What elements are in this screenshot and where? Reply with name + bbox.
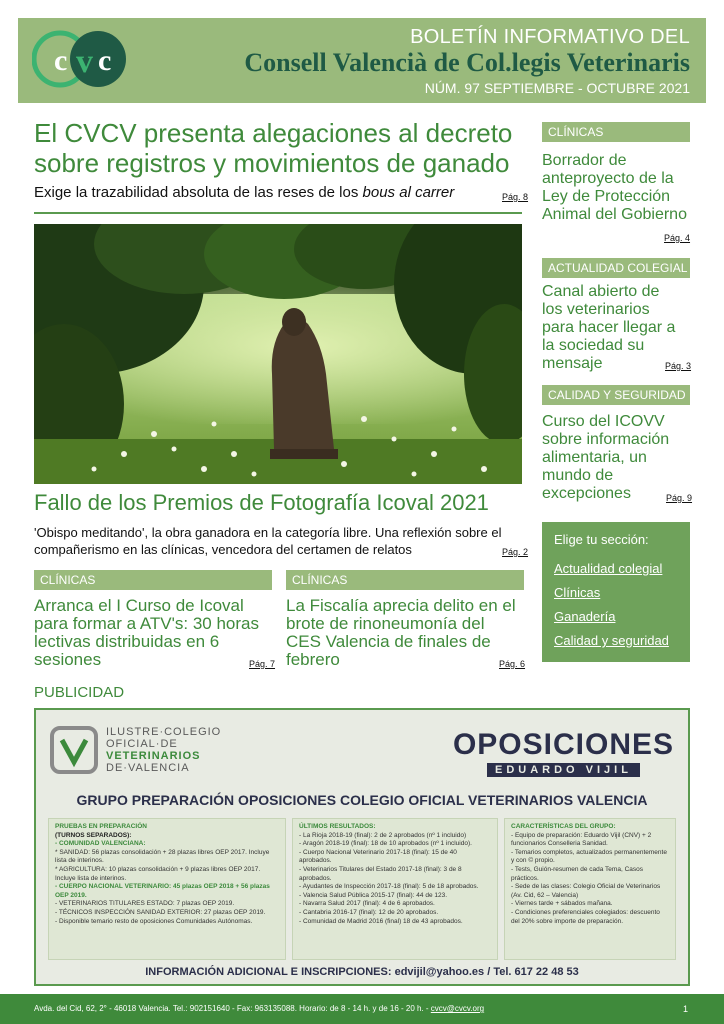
publicidad-label: PUBLICIDAD bbox=[34, 684, 125, 701]
divider bbox=[34, 212, 522, 214]
footer-email-link[interactable]: cvcv@cvcv.org bbox=[430, 1004, 485, 1013]
footer-address: Avda. del Cid, 62, 2° - 46018 Valencia. Tel.: 902151640 - Fax: 963135088. Horario: de 8 - 14 h. y de 16 - 20 h. - bbox=[34, 1004, 431, 1013]
svg-text:c: c bbox=[54, 44, 68, 77]
ad-group-title: GRUPO PREPARACIÓN OPOSICIONES COLEGIO OFICIAL VETERINARIOS VALENCIA bbox=[76, 792, 648, 808]
footer bbox=[0, 994, 724, 1024]
link-actualidad-colegial[interactable]: Actualidad colegial bbox=[554, 561, 663, 576]
svg-text:v: v bbox=[76, 43, 93, 80]
cvcv-logo bbox=[32, 28, 132, 90]
oposiciones-logo: OPOSICIONES EDUARDO VIJIL bbox=[452, 728, 674, 776]
main-headline[interactable]: El CVCV presenta alegaciones al decreto sobre registros y movimientos de ganado bbox=[34, 118, 513, 178]
ad-column-resultados: ÚLTIMOS RESULTADOS: - La Rioja 2018-19 (final): 2 de 2 aprobados (nº 1 incluido) - Aragón 2018-19 (final): 18 de 10 aprobados (nº 1 incluido). - Cuerpo Nacional Veterinario 2017-18 (final): 15 de 40 aprobados. - Veterinarios Titulares del Estado 2017-18 (final): 3 de 8 aprobados. - Ayudantes de Inspección 2017-18 (final): 5 de 18 aprobados. - Valencia Salud Pública 2015-17 (final): 44 de 123. - Navarra Salud 2017 (final): 4 de 6 aprobados. - Cantabria 2016-17 (final): 12 de 20 aprobados. - Comunidad de Madrid 2016 (final) 18 de 43 aprobados. bbox=[292, 818, 498, 960]
main-subhead: Exige la trazabilidad absoluta de las reses de los bous al carrer bbox=[34, 184, 455, 201]
sidebar-page-link[interactable]: Pág. 9 bbox=[666, 493, 693, 503]
masthead bbox=[18, 18, 706, 103]
photo-headline[interactable]: Fallo de los Premios de Fotografía Icoval 2021 bbox=[34, 490, 489, 515]
tag-clinicas: CLÍNICAS bbox=[542, 122, 690, 142]
small-article-headline[interactable]: Arranca el I Curso de Icoval para formar a ATV's: 30 horas lectivas distribuidas en 6 sesiones bbox=[34, 596, 259, 669]
advertisement[interactable] bbox=[34, 708, 690, 986]
photo-page-link[interactable]: Pág. 2 bbox=[502, 547, 529, 557]
section-selector bbox=[542, 522, 690, 662]
ad-contact-info[interactable]: INFORMACIÓN ADICIONAL E INSCRIPCIONES: edvijil@yahoo.es / Tel. 617 22 48 53 bbox=[145, 966, 579, 978]
sidebar-headline[interactable]: Canal abierto de los veterinarios para hacer llegar a la sociedad su mensaje bbox=[542, 283, 676, 372]
link-clinicas[interactable]: Clínicas bbox=[554, 585, 601, 600]
bous-al-carrer: bous al carrer bbox=[362, 184, 455, 201]
tag-calidad-seguridad: CALIDAD Y SEGURIDAD bbox=[542, 385, 690, 405]
sidebar-page-link[interactable]: Pág. 3 bbox=[665, 361, 692, 371]
link-ganaderia[interactable]: Ganadería bbox=[554, 609, 616, 624]
ad-column-caracteristicas: CARACTERÍSTICAS DEL GRUPO: - Equipo de preparación: Eduardo Vijil (CNV) + 2 funcionarios Conselleria Sanidad. - Temarios completos, actualizados permanentemente y con © propio. - Tests, Guión-resumen de cada Tema, Casos prácticos. - Sede de las clases: Colegio Oficial de Veterinarios (Av. Cid, 62 – Valencia) - Viernes tarde + sábados mañana. - Condiciones preferenciales colegiados: descuento del 20% sobre importe de preparación. bbox=[504, 818, 676, 960]
tag-actualidad-colegial: ACTUALIDAD COLEGIAL bbox=[542, 258, 690, 278]
svg-text:c: c bbox=[98, 44, 112, 77]
tag-clinicas: CLÍNICAS bbox=[34, 570, 272, 590]
sidebar-headline[interactable]: Borrador de anteproyecto de la Ley de Protección Animal del Gobierno bbox=[542, 152, 687, 223]
small-article-page-link[interactable]: Pág. 7 bbox=[249, 659, 276, 669]
bulletin-title: BOLETÍN INFORMATIVO DEL bbox=[410, 26, 690, 48]
ad-column-pruebas: PRUEBAS EN PREPARACIÓN (TURNOS SEPARADOS): - COMUNIDAD VALENCIANA: * SANIDAD: 56 plazas consolidación + 28 plazas libres OEP 2017. Incluye lista de interinos. * AGRICULTURA: 10 plazas consolidación + 9 plazas libres OEP 2017. Incluye lista de interinos. - CUERPO NACIONAL VETERINARIO: 45 plazas OEP 2018 + 56 plazas OEP 2019. - VETERINARIOS TITULARES ESTADO: 7 plazas OEP 2019. - TÉCNICOS INSPECCIÓN SANIDAD EXTERIOR: 27 plazas OEP 2019. - Disponible temario resto de oposiciones Comunidades Autónomas. bbox=[48, 818, 286, 960]
sidebar-headline[interactable]: Curso del ICOVV sobre información alimentaria, un mundo de excepciones bbox=[542, 413, 670, 502]
link-calidad-seguridad[interactable]: Calidad y seguridad bbox=[554, 633, 669, 648]
small-article-headline[interactable]: La Fiscalía aprecia delito en el brote de rinoneumonía del CES Valencia de finales de febrero bbox=[286, 596, 516, 669]
photo-subhead: 'Obispo meditando', la obra ganadora en la categoría libre. Una reflexión sobre el compañerismo en las clínicas, vencedora del certamen de relatos bbox=[34, 525, 502, 557]
tag-clinicas: CLÍNICAS bbox=[286, 570, 524, 590]
colegio-logo: ILUSTRE·COLEGIO OFICIAL·DE VETERINARIOS DE·VALENCIA bbox=[50, 726, 98, 779]
issue-number: NÚM. 97 SEPTIEMBRE - OCTUBRE 2021 bbox=[424, 80, 690, 96]
page-number: 1 bbox=[682, 1004, 688, 1014]
section-selector-title: Elige tu sección: bbox=[554, 532, 649, 547]
small-article-page-link[interactable]: Pág. 6 bbox=[499, 659, 526, 669]
colegio-emblem-icon bbox=[50, 726, 98, 774]
council-name: Consell Valencià de Col.legis Veterinaris bbox=[244, 48, 690, 77]
statue-photo bbox=[34, 224, 522, 484]
sidebar-page-link[interactable]: Pág. 4 bbox=[664, 233, 691, 243]
main-page-link[interactable]: Pág. 8 bbox=[502, 192, 529, 202]
